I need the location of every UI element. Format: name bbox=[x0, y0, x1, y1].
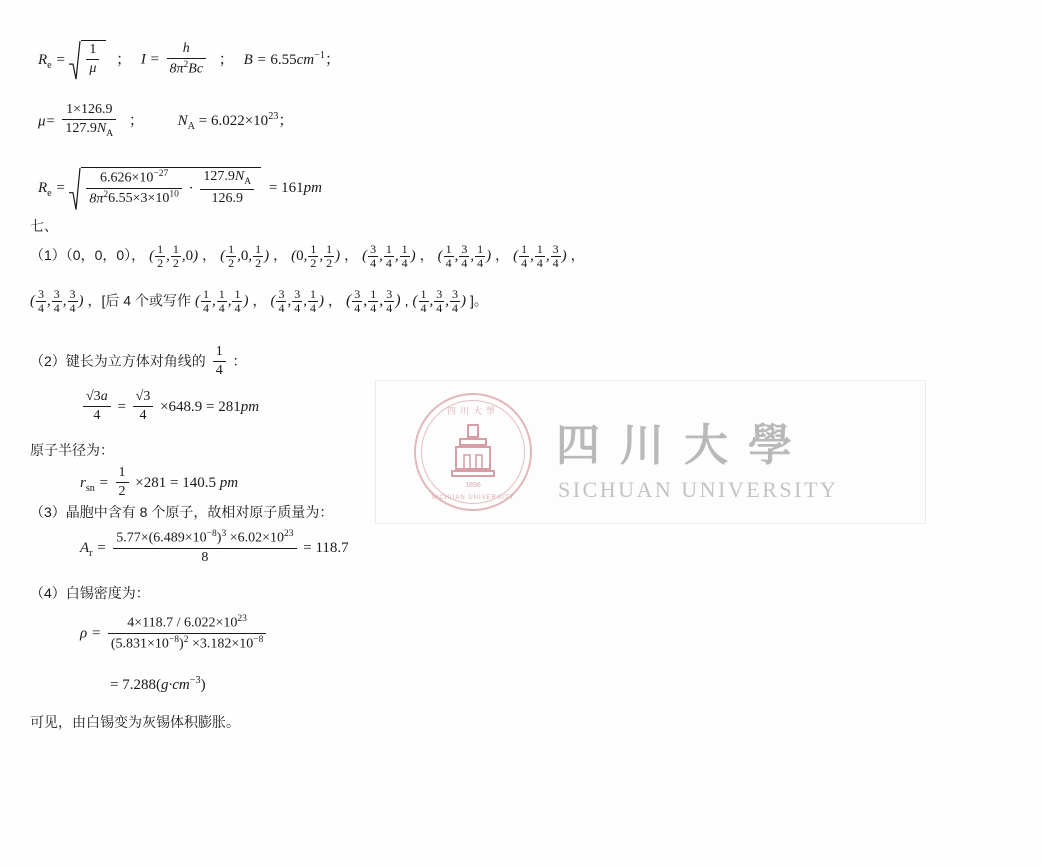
item1-comma-1: ， bbox=[202, 247, 217, 264]
item1-coord-3: (0, $\frac{1}{2}$ , $\frac{1}{2}$ ) bbox=[291, 242, 341, 271]
atomic-radius-equation bbox=[80, 466, 238, 501]
atomic-radius-label: 原子半径为： bbox=[30, 442, 114, 458]
watermark-en-name: SICHUAN UNIVERSITY bbox=[558, 477, 839, 502]
item3-frac bbox=[113, 529, 296, 566]
item3-result: = 118.7 bbox=[303, 539, 349, 556]
item1-note-close: ]。 bbox=[470, 292, 488, 309]
item4-equation bbox=[80, 615, 269, 654]
seal-top-text: 四川大學 bbox=[446, 406, 499, 416]
item3-frac-num: $5.77\times(6.489\times 10^{-8})^3 \times 6.02\times 10^{23}$ bbox=[113, 529, 296, 549]
item4-result-close: ) bbox=[200, 677, 206, 693]
item2-eq-frac-2 bbox=[133, 389, 154, 424]
radius-lhs: $r_{sn}$ = bbox=[80, 475, 109, 495]
eq3-frac1-num: $6.626\times 10^{-27}$ bbox=[86, 169, 182, 189]
eq1-fraction bbox=[86, 42, 99, 77]
eq1-sqrt bbox=[69, 40, 106, 80]
item4-result-line bbox=[110, 676, 206, 693]
item1-note-open: ，[后 4 个或写作 bbox=[87, 292, 191, 309]
eq2-fraction bbox=[62, 102, 116, 140]
eq1-I-label: I = bbox=[140, 51, 160, 68]
item2-colon: ： bbox=[232, 353, 247, 370]
item1-comma-9: , bbox=[404, 292, 409, 309]
item1-coord-4: ( $\frac{3}{4}$ , $\frac{1}{4}$ , $\frac{1}{4}$ ) bbox=[362, 242, 416, 271]
item1-coord-6: ( $\frac{1}{4}$ , $\frac{1}{4}$ , $\frac{3}{4}$ ) bbox=[513, 242, 567, 271]
item3-frac-den: 8 bbox=[201, 549, 209, 565]
item2-frac-num: 1 bbox=[213, 344, 226, 362]
eq1-I-num: h bbox=[167, 41, 207, 59]
item1-line-a bbox=[30, 243, 585, 270]
item1-alt-coord-3: ( $\frac{3}{4}$ , $\frac{1}{4}$ , $\frac{3}{4}$ ) bbox=[345, 287, 401, 316]
item4-frac-num: $4\times 118.7 / 6.022\times 10^{23}$ bbox=[108, 614, 267, 634]
item3-text-line: （3）晶胞中含有 8 个原子，故相对原子质量为： bbox=[30, 504, 334, 520]
item2-eq-equals: = bbox=[117, 399, 126, 416]
item2-label: （2）键长为立方体对角线的 bbox=[30, 353, 206, 370]
eq3-frac1-den: $8\pi^26.55\times 3\times 10^{10}$ bbox=[89, 189, 179, 207]
eq1-I-den: $8\pi^2Bc$ bbox=[169, 59, 204, 77]
item1-comma-4: ， bbox=[419, 247, 434, 264]
eq3-frac2-num: $127.9N_A$ bbox=[200, 169, 254, 190]
item4-frac bbox=[108, 614, 267, 653]
item1-comma-8: ， bbox=[327, 292, 342, 309]
item2-equation bbox=[80, 390, 259, 425]
item2-eq-frac1-den: 4 bbox=[93, 408, 101, 424]
item1-alt-coord-4: ( $\frac{1}{4}$ , $\frac{3}{4}$ , $\frac{3}{4}$ ) bbox=[412, 287, 467, 316]
radius-frac-num: 1 bbox=[116, 465, 129, 483]
eq1-I-fraction bbox=[167, 41, 207, 78]
radical-sign-icon bbox=[69, 40, 81, 80]
item4-text-line: （4）白锡密度为： bbox=[30, 585, 150, 601]
item2-quarter-fraction bbox=[210, 344, 233, 379]
item1-comma-6: ， bbox=[570, 247, 585, 264]
equation-line-2 bbox=[38, 103, 293, 141]
eq1-frac-den: μ bbox=[89, 61, 97, 77]
eq3-fraction-1 bbox=[86, 169, 182, 208]
seal-year-text: 1896 bbox=[465, 482, 481, 489]
section-heading: 七、 bbox=[30, 218, 58, 234]
item4-result: = 7.288( bbox=[110, 677, 161, 693]
radius-tail: ×281 = 140.5 pm bbox=[135, 475, 239, 492]
eq1-sep2: ； bbox=[218, 51, 234, 68]
eq2-NA-label: $N_A = 6.022\times 10^{23}$； bbox=[177, 111, 294, 133]
item3-equation bbox=[80, 530, 349, 567]
item2-eq-frac2-num: √3 bbox=[133, 389, 154, 407]
item1-line-b bbox=[30, 288, 488, 316]
eq3-frac2-den: 126.9 bbox=[211, 191, 244, 207]
eq3-fraction-2 bbox=[200, 169, 254, 207]
radius-frac bbox=[116, 465, 129, 500]
item2-text-line bbox=[30, 345, 247, 380]
item1-comma-2: ， bbox=[273, 247, 288, 264]
item1-coord-1: ( $\frac{1}{2}$ , $\frac{1}{2}$ ,0) bbox=[149, 242, 199, 271]
item2-eq-tail: ×648.9 = 281pm bbox=[160, 399, 260, 416]
eq2-frac-den: $127.9N_A$ bbox=[65, 121, 114, 139]
item1-comma-5: ， bbox=[495, 247, 510, 264]
seal-bottom-text: SICHUAN UNIVERSITY bbox=[431, 495, 515, 501]
item1-alt-coord-2: ( $\frac{3}{4}$ , $\frac{3}{4}$ , $\frac{1}{4}$ ) bbox=[270, 287, 324, 316]
item4-result-unit: $g\cdot cm^{-3}$ bbox=[160, 675, 201, 693]
eq1-B-value: $B = 6.55cm^{-1}$； bbox=[243, 49, 340, 68]
equation-line-3 bbox=[38, 167, 322, 211]
item4-frac-den: $(5.831\times 10^{-8})^2 \times 3.182\times 10^{-8}$ bbox=[110, 634, 264, 652]
item3-lhs: $A_r$ = bbox=[80, 539, 107, 559]
conclusion-line: 可见，由白锡变为灰锡体积膨胀。 bbox=[30, 714, 240, 730]
item2-eq-frac-1 bbox=[83, 389, 111, 424]
item1-prefix: （1）（0，0，0）， bbox=[30, 247, 146, 264]
radical-sign-icon bbox=[69, 167, 81, 211]
eq2-frac-num: 1×126.9 bbox=[62, 102, 116, 120]
eq1-sep1: ； bbox=[116, 51, 132, 68]
item2-frac-den: 4 bbox=[215, 363, 223, 379]
radius-frac-den: 2 bbox=[118, 484, 126, 500]
eq1-Re-label: $R_e$ = bbox=[38, 51, 66, 71]
seal-gate-icon bbox=[450, 423, 496, 481]
eq3-result: = 161pm bbox=[268, 180, 322, 197]
item1-coord-7: ( $\frac{3}{4}$ , $\frac{3}{4}$ , $\frac{3}{4}$ ) bbox=[30, 287, 84, 316]
eq2-sep: ； bbox=[128, 113, 144, 130]
equation-line-1 bbox=[38, 40, 340, 80]
eq3-sqrt bbox=[69, 167, 261, 211]
item1-coord-2: ( $\frac{1}{2}$ ,0, $\frac{1}{2}$ ) bbox=[220, 242, 270, 271]
eq1-frac-num: 1 bbox=[86, 42, 99, 60]
university-seal-icon bbox=[414, 393, 532, 511]
item4-lhs: ρ = bbox=[80, 625, 102, 642]
eq3-Re-label: $R_e$ = bbox=[38, 180, 66, 200]
item1-comma-3: ， bbox=[344, 247, 359, 264]
item2-eq-frac2-den: 4 bbox=[139, 408, 147, 424]
eq2-mu-label: μ= bbox=[38, 113, 56, 130]
item1-alt-coord-1: ( $\frac{1}{4}$ , $\frac{1}{4}$ , $\frac{1}{4}$ ) bbox=[194, 287, 249, 316]
item1-coord-5: ( $\frac{1}{4}$ , $\frac{3}{4}$ , $\frac{1}{4}$ ) bbox=[437, 242, 492, 271]
watermark-cn-name: 四川大學 bbox=[556, 421, 812, 470]
item1-comma-7: ， bbox=[252, 292, 267, 309]
item2-eq-frac1-num: √3a bbox=[83, 389, 111, 407]
eq3-dot: · bbox=[188, 180, 194, 197]
watermark-overlay bbox=[375, 380, 926, 524]
